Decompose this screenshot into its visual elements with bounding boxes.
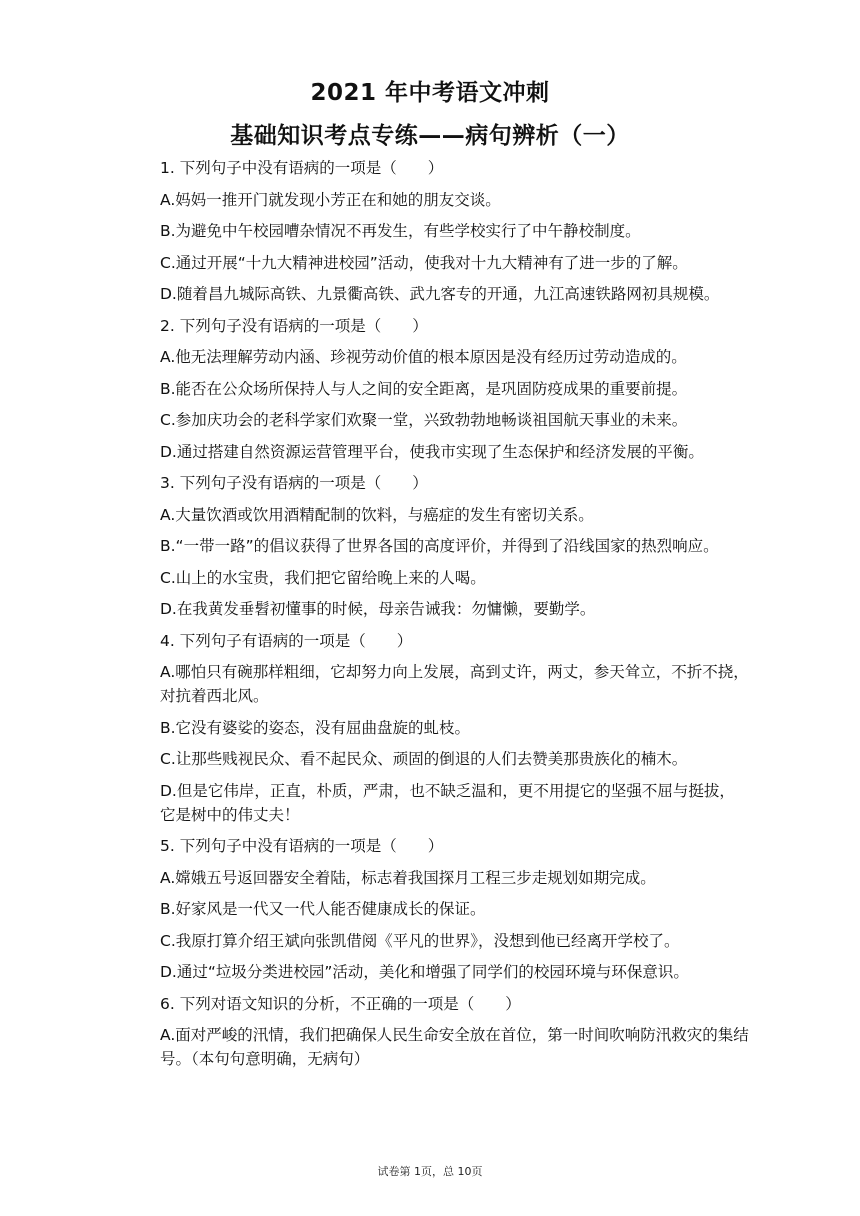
option-5a: A.嫦娥五号返回器安全着陆，标志着我国探月工程三步走规划如期完成。	[160, 868, 656, 887]
option-2d: D.通过搭建自然资源运营管理平台，使我市实现了生态保护和经济发展的平衡。	[160, 442, 704, 461]
option-3c: C.山上的水宝贵，我们把它留给晚上来的人喝。	[160, 568, 486, 587]
question-list	[160, 156, 750, 1079]
option-2c: C.参加庆功会的老科学家们欢聚一堂，兴致勃勃地畅谈祖国航天事业的未来。	[160, 411, 688, 429]
option-3a: A.大量饮酒或饮用酒精配制的饮料，与癌症的发生有密切关系。	[160, 505, 594, 524]
option-2b: B.能否在公众场所保持人与人之间的安全距离，是巩固防疫成果的重要前提。	[160, 379, 688, 398]
page-footer: 试卷第 1页，总 10页	[377, 1165, 483, 1178]
question-5: 5. 下列句子中没有语病的一项是（ ）	[160, 837, 444, 855]
option-5d: D.通过“垃圾分类进校园”活动，美化和增强了同学们的校园环境与环保意识。	[160, 963, 689, 981]
option-2a: A.他无法理解劳动内涵、珍视劳动价值的根本原因是没有经历过劳动造成的。	[160, 348, 687, 366]
option-4b: B.它没有婆娑的姿态，没有屈曲盘旋的虬枝。	[160, 718, 471, 737]
option-5c: C.我原打算介绍王斌向张凯借阅《平凡的世界》，没想到他已经离开学校了。	[160, 931, 680, 950]
question-4: 4. 下列句子有语病的一项是（ ）	[160, 631, 413, 650]
document-title: 2021 年中考语文冲刺	[310, 80, 550, 106]
option-1d: D.随着昌九城际高铁、九景衢高铁、武九客专的开通，九江高速铁路网初具规模。	[160, 285, 720, 303]
question-1: 1. 下列句子中没有语病的一项是（ ）	[160, 159, 444, 177]
question-2: 2. 下列句子没有语病的一项是（ ）	[160, 316, 428, 335]
option-3d: D.在我黄发垂髫初懂事的时候，母亲告诫我：勿慵懒，要勤学。	[160, 600, 596, 618]
document-subtitle: 基础知识考点专练——病句辨析（一）	[230, 123, 630, 149]
option-4a: A.哪怕只有碗那样粗细，它却努力向上发展，高到丈许，两丈，参天耸立，不折不挠，对抗着西北风。	[160, 663, 749, 705]
option-5b: B.好家风是一代又一代人能否健康成长的保证。	[160, 900, 486, 918]
option-4c: C.让那些贱视民众、看不起民众、顽固的倒退的人们去赞美那贵族化的楠木。	[160, 750, 688, 768]
question-6: 6. 下列对语文知识的分析，不正确的一项是（ ）	[160, 994, 521, 1013]
option-1a: A.妈妈一推开门就发现小芳正在和她的朋友交谈。	[160, 190, 501, 209]
option-1c: C.通过开展“十九大精神进校园”活动，使我对十九大精神有了进一步的了解。	[160, 253, 688, 272]
option-6a: A.面对严峻的汛情，我们把确保人民生命安全放在首位，第一时间吹响防汛救灾的集结号。（本句句意明确，无病句）	[160, 1026, 749, 1068]
option-3b: B.“一带一路”的倡议获得了世界各国的高度评价，并得到了沿线国家的热烈响应。	[160, 537, 719, 555]
question-3: 3. 下列句子没有语病的一项是（ ）	[160, 474, 428, 492]
option-1b: B.为避免中午校园嘈杂情况不再发生，有些学校实行了中午静校制度。	[160, 222, 641, 240]
option-4d: D.但是它伟岸，正直，朴质，严肃，也不缺乏温和，更不用提它的坚强不屈与挺拔，它是树中的伟丈夫！	[160, 781, 735, 824]
